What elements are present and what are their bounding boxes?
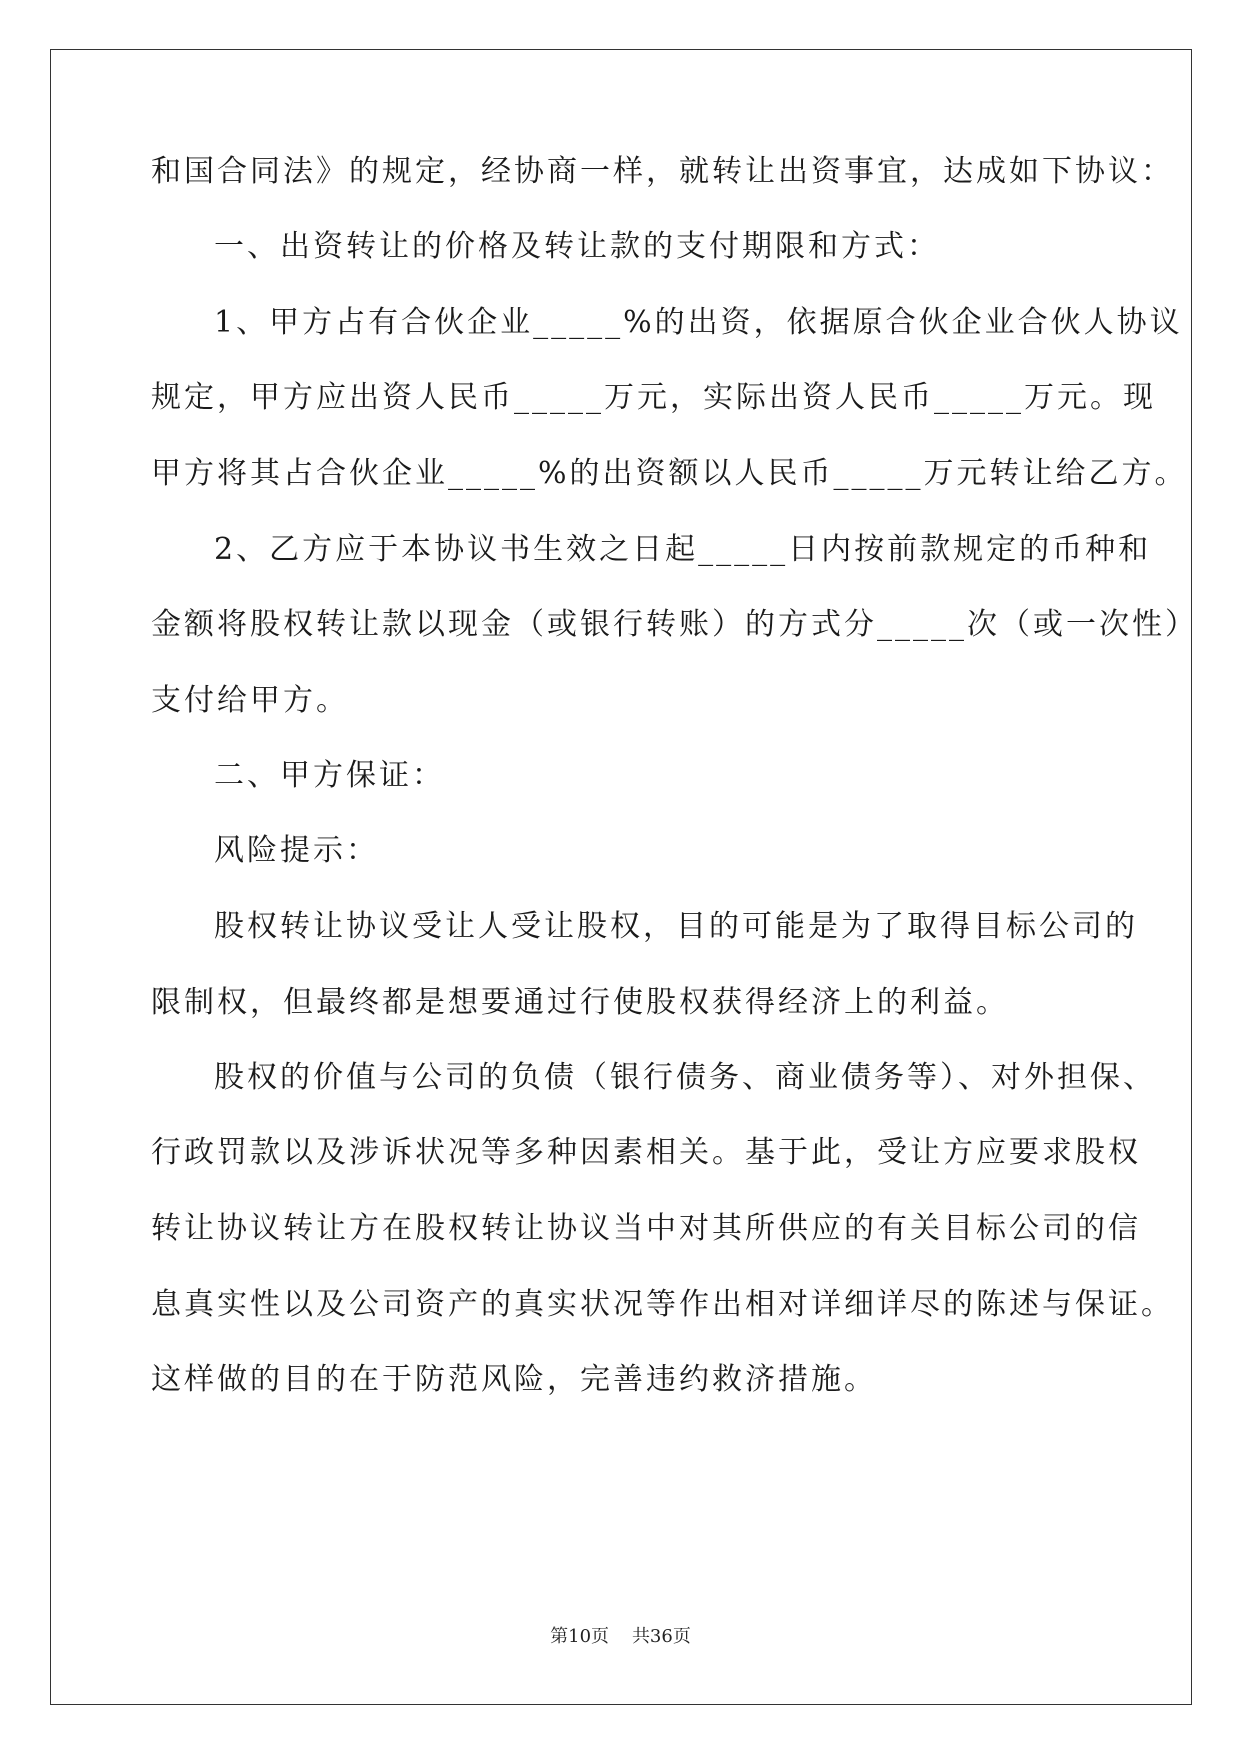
- section-heading: 一、出资转让的价格及转让款的支付期限和方式：: [214, 229, 940, 264]
- risk-heading: 风险提示：: [214, 833, 379, 868]
- body-line: 息真实性以及公司资产的真实状况等作出相对详细详尽的陈述与保证。: [151, 1287, 1174, 1322]
- page-border: [50, 49, 1192, 1705]
- clause-line: 1、甲方占有合伙企业_____%的出资，依据原合伙企业合伙人协议: [214, 305, 1183, 340]
- body-line: 股权的价值与公司的负债（银行债务、商业债务等）、对外担保、: [214, 1060, 1156, 1095]
- clause-line: 2、乙方应于本协议书生效之日起_____日内按前款规定的币种和: [214, 532, 1152, 567]
- body-line: 限制权，但最终都是想要通过行使股权获得经济上的利益。: [151, 985, 1009, 1020]
- section-heading: 二、甲方保证：: [214, 758, 445, 793]
- body-line: 和国合同法》的规定，经协商一样，就转让出资事宜，达成如下协议：: [151, 154, 1174, 189]
- body-line: 甲方将其占合伙企业_____%的出资额以人民币_____万元转让给乙方。: [151, 456, 1188, 491]
- page-total: 共36页: [631, 1626, 691, 1647]
- page-number: 第10页: [550, 1626, 610, 1647]
- page-footer: [0, 1625, 1241, 1649]
- body-line: 转让协议转让方在股权转让协议当中对其所供应的有关目标公司的信: [151, 1211, 1141, 1246]
- body-line: 支付给甲方。: [151, 683, 349, 718]
- body-line: 规定，甲方应出资人民币_____万元，实际出资人民币_____万元。现: [151, 380, 1156, 415]
- body-line: 股权转让协议受让人受让股权，目的可能是为了取得目标公司的: [214, 909, 1138, 944]
- body-line: 这样做的目的在于防范风险，完善违约救济措施。: [151, 1362, 877, 1397]
- body-line: 金额将股权转让款以现金（或银行转账）的方式分_____次（或一次性）: [151, 607, 1198, 642]
- body-line: 行政罚款以及涉诉状况等多种因素相关。基于此，受让方应要求股权: [151, 1135, 1141, 1170]
